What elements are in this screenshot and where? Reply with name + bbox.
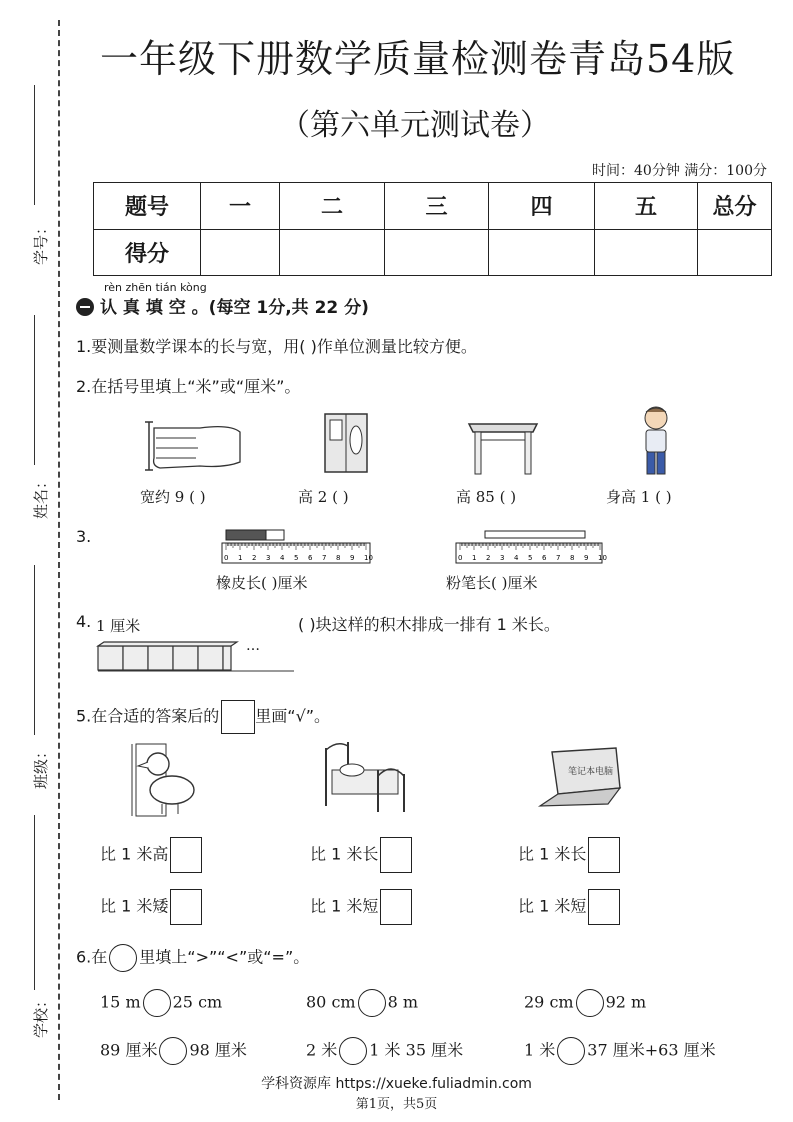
q5-sample-box	[221, 700, 255, 734]
ruler-tick-label: 3	[266, 554, 271, 562]
table-illustration	[463, 414, 543, 476]
q6-left-value: 80 cm	[306, 992, 356, 1012]
q6-left-value: 15 m	[100, 992, 141, 1012]
q6-compare-2	[306, 989, 418, 1017]
q6-compare-1	[100, 989, 222, 1017]
question-4-number: 4.	[76, 612, 92, 631]
answer-circle[interactable]	[358, 989, 386, 1017]
score-header-cell: 四	[489, 183, 595, 230]
ruler-eraser	[221, 528, 373, 566]
score-header-cell: 三	[385, 183, 489, 230]
score-table-score-row	[94, 229, 772, 276]
laptop-illustration	[538, 748, 624, 808]
hand-illustration	[140, 418, 244, 476]
q6-compare-6	[524, 1037, 716, 1065]
score-header-cell: 五	[595, 183, 698, 230]
q4-block-label: 1 厘米	[96, 617, 141, 635]
section-pinyin: rèn zhēn tián kòng	[104, 281, 207, 294]
q2-item-boy: 身高 1 ( )	[606, 488, 672, 506]
xuehao-label: 学号：	[32, 219, 51, 266]
q6-text-a: 6.在	[76, 947, 108, 967]
q5-option-text: 比 1 米短	[310, 896, 379, 916]
ruler-tick-label: 10	[364, 554, 373, 562]
ruler-tick-label: 6	[542, 554, 547, 562]
xuexiao-label: 学校：	[32, 992, 51, 1039]
ruler-chalk	[455, 528, 605, 566]
bed-illustration	[322, 740, 408, 816]
q6-compare-4	[100, 1037, 247, 1065]
ruler-tick-label: 8	[336, 554, 341, 562]
answer-checkbox[interactable]	[588, 837, 620, 873]
xuexiao-rule	[34, 815, 35, 990]
question-3-number: 3.	[76, 527, 92, 546]
ruler-tick-label: 4	[514, 554, 519, 562]
score-cell[interactable]	[201, 229, 280, 276]
xingming-rule	[34, 315, 35, 465]
q2-item-hand: 宽约 9 ( )	[140, 488, 206, 506]
q5-option-text: 比 1 米短	[518, 896, 587, 916]
answer-checkbox[interactable]	[170, 889, 202, 925]
score-header-cell: 题号	[94, 183, 201, 230]
section-heading	[76, 293, 369, 318]
q5-text-a: 5.在合适的答案后的	[76, 706, 220, 726]
ruler-tick-label: 6	[308, 554, 313, 562]
ruler-tick-label: 2	[252, 554, 257, 562]
q3-eraser-text: 橡皮长( )厘米	[216, 574, 308, 592]
q6-left-value: 2 米	[306, 1040, 338, 1060]
q6-right-value: 1 米 35 厘米	[369, 1040, 464, 1060]
q5-option-duck-taller	[100, 837, 202, 873]
q6-left-value: 1 米	[524, 1040, 556, 1060]
answer-circle[interactable]	[557, 1037, 585, 1065]
ruler-tick-label: 9	[350, 554, 355, 562]
ruler-tick-label: 7	[322, 554, 327, 562]
ruler-tick-label: 1	[472, 554, 477, 562]
ruler-tick-label: 5	[528, 554, 533, 562]
score-cell[interactable]	[595, 229, 698, 276]
page-subtitle: （第六单元测试卷）	[280, 108, 550, 143]
q4-dots: …	[246, 638, 260, 654]
duck-illustration	[128, 742, 202, 820]
ruler-tick-label: 8	[570, 554, 575, 562]
question-5	[76, 700, 330, 734]
q5-option-text: 比 1 米长	[310, 844, 379, 864]
q6-left-value: 29 cm	[524, 992, 574, 1012]
q6-right-value: 8 m	[387, 992, 419, 1012]
score-table-header-row	[94, 183, 772, 230]
score-cell[interactable]	[280, 229, 385, 276]
ruler-tick-label: 3	[500, 554, 505, 562]
time-info: 时间：40分钟 满分：100分	[592, 163, 767, 179]
question-4-text: ( )块这样的积木排成一排有 1 米长。	[298, 615, 560, 634]
question-6	[76, 944, 309, 972]
q6-right-value: 25 cm	[172, 992, 223, 1012]
q2-item-table: 高 85 ( )	[456, 488, 517, 506]
q6-right-value: 98 厘米	[189, 1040, 247, 1060]
question-1: 1.要测量数学课本的长与宽，用( )作单位测量比较方便。	[76, 337, 477, 356]
q5-option-duck-shorter	[100, 889, 202, 925]
ruler-tick-label: 10	[598, 554, 607, 562]
xuehao-rule	[34, 85, 35, 205]
xingming-label: 姓名：	[32, 473, 51, 520]
q5-option-text: 比 1 米矮	[100, 896, 169, 916]
ruler-tick-label: 4	[280, 554, 285, 562]
q6-sample-circle	[109, 944, 137, 972]
blocks-illustration	[96, 640, 296, 674]
score-cell[interactable]	[489, 229, 595, 276]
q6-text-b: 里填上“>”“<”或“=”。	[139, 947, 310, 967]
banji-rule	[34, 565, 35, 735]
ruler-tick-label: 0	[224, 554, 229, 562]
q5-option-bed-shorter	[310, 889, 412, 925]
score-table	[93, 182, 772, 276]
boy-illustration	[636, 404, 676, 482]
q5-text-b: 里画“√”。	[255, 706, 331, 726]
question-2: 2.在括号里填上“米”或“厘米”。	[76, 377, 301, 396]
banji-label: 班级：	[32, 743, 51, 790]
q5-option-laptop-shorter	[518, 889, 620, 925]
score-header-cell: 二	[280, 183, 385, 230]
q6-compare-5	[306, 1037, 463, 1065]
footer-source: 学科资源库 https://xueke.fuliadmin.com	[261, 1076, 532, 1092]
ruler-tick-label: 5	[294, 554, 299, 562]
score-header-cell: 一	[201, 183, 280, 230]
section-heading-text: 认 真 填 空 。(每空 1分,共 22 分)	[100, 298, 369, 318]
ruler-tick-label: 2	[486, 554, 491, 562]
answer-checkbox[interactable]	[588, 889, 620, 925]
q5-option-text: 比 1 米高	[100, 844, 169, 864]
ruler-tick-label: 0	[458, 554, 463, 562]
ruler-tick-label: 1	[238, 554, 243, 562]
answer-circle[interactable]	[339, 1037, 367, 1065]
answer-circle[interactable]	[159, 1037, 187, 1065]
footer-page-number: 第1页，共5页	[355, 1097, 438, 1112]
q6-right-value: 92 m	[605, 992, 647, 1012]
page-title: 一年级下册数学质量检测卷青岛54版	[100, 37, 736, 81]
answer-checkbox[interactable]	[380, 837, 412, 873]
laptop-label: 笔记本电脑	[568, 767, 614, 777]
score-cell[interactable]	[385, 229, 489, 276]
q5-option-text: 比 1 米长	[518, 844, 587, 864]
ruler-tick-label: 9	[584, 554, 589, 562]
q3-chalk-text: 粉笔长( )厘米	[446, 574, 538, 592]
binding-dashed-line	[58, 20, 60, 1100]
answer-circle[interactable]	[143, 989, 171, 1017]
section-number-icon	[76, 298, 94, 316]
q5-option-laptop-longer	[518, 837, 620, 873]
score-header-cell: 总分	[698, 183, 772, 230]
q6-right-value: 37 厘米+63 厘米	[587, 1040, 716, 1060]
q5-option-bed-longer	[310, 837, 412, 873]
q2-item-wardrobe: 高 2 ( )	[298, 488, 349, 506]
q6-left-value: 89 厘米	[100, 1040, 158, 1060]
ruler-tick-label: 7	[556, 554, 561, 562]
q6-compare-3	[524, 989, 646, 1017]
answer-checkbox[interactable]	[170, 837, 202, 873]
score-cell[interactable]	[698, 229, 772, 276]
answer-checkbox[interactable]	[380, 889, 412, 925]
score-row-label: 得分	[94, 229, 201, 276]
answer-circle[interactable]	[576, 989, 604, 1017]
wardrobe-illustration	[322, 410, 370, 476]
